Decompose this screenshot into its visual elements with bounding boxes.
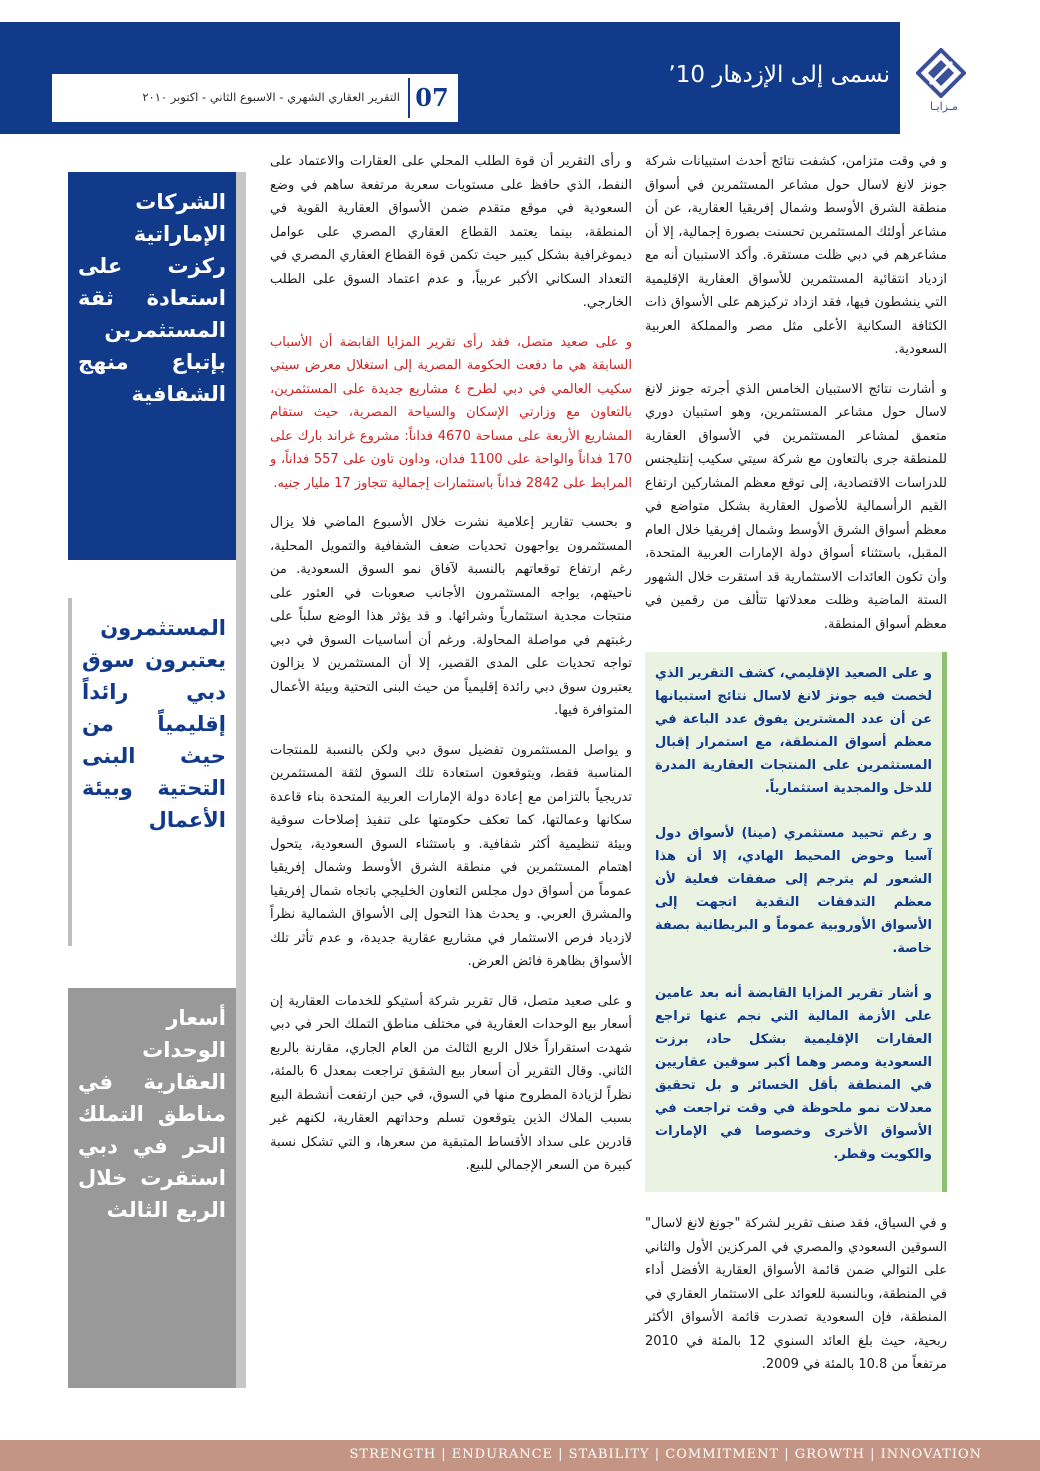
highlight-box [645,652,947,1192]
middle-paragraph-4: و يواصل المستثمرون تفضيل سوق دبي ولكن بالنسبة للمنتجات المناسبة فقط، ويتوقعون استعادة تلك السوق لثقة المستثمرين تدريجياً بالتزامن مع إعادة دولة الإمارات العربية المتحدة بناء قاعدة سكانها وعمالتها، كما تعكف حكومتها على تنفيذ إصلاحات سوقية وبيئة تنظيمية أكثر شفافية. و باستثناء السوق السعودية، يتحول اهتمام المستثمرين في منطقة الشرق الأوسط وشمال إفريقيا عموماً من أسواق دول مجلس التعاون الخليجي باتجاه شمال إفريقيا والمشرق العربي. و يحدث هذا التحول إلى الأسواق الشمالية نظراً لازدياد فرص الاستثمار في مشاريع عقارية جديدة، و عدم تأثر تلك الأسواق بظاهرة فائض العرض. [270,742,632,969]
right-paragraph-3: و في السياق، فقد صنف تقرير لشركة "جونغ لانغ لاسال" السوقين السعودي والمصري في المركزين الأول والثاني على التوالي ضمن قائمة الأسواق العقارية الأفضل أداء في المنطقة، وبالنسبة للعوائد على الاستثمار العقاري في المنطقة، فإن السعودية تصدرت قائمة الأسواق الأكثر ربحية، حيث بلغ العائد السنوي 12 بالمئة في 2010 مرتفعاً من 10.8 بالمئة في 2009. [645,1216,947,1372]
pull-quote-3: أسعار الوحدات العقارية في مناطق التملك الحر في دبي استقرت خلال الربع الثالث [68,988,236,1388]
logo [900,22,1040,134]
issue-meta-bar [52,74,458,122]
issue-info: التقرير العقاري الشهري - الاسبوع الثاني - اكتوبر ٢٠١٠ [142,90,400,104]
middle-paragraph-3: و بحسب تقارير إعلامية نشرت خلال الأسبوع الماضي فلا يزال المستثمرون يواجهون تحديات ضعف الشفافية والتمويل المحلية، رغم ارتفاع توقعاتهم بالنسبة لآفاق نمو السوق السعودية. من ناحيتهم، يواجه المستثمرون الأجانب صعوبات في العثور على منتجات مجدية استثمارياً وشرائها. و قد يؤثر هذا الوضع سلباً على رغبتهم في مواصلة المحاولة. ورغم أن أساسيات السوق في دبي تواجه تحديات على المدى القصير، إلا أن المستثمرين لا يزالون يعتبرون سوق دبي رائدة إقليمياً من حيث البنى التحتية وبيئة الأعمال المتوافرة فيها. [270,515,632,718]
footer-values: STRENGTH | ENDURANCE | STABILITY | COMMITMENT | GROWTH | INNOVATION [349,1447,982,1462]
mazaya-logo-icon [916,48,966,98]
middle-paragraph-1: و رأى التقرير أن قوة الطلب المحلي على العقارات والاعتماد على النفط، الذي حافظ على مستويات سعرية مرتفعة ساهم في وضع السعودية في موقع متقدم ضمن الأسواق العقارية القوية في المنطقة، بينما يعتمد القطاع العقاري المصري على عوامل ديموغرافية بشكل كبير حيث تكمن قوة القطاع العقاري المصري في التعداد السكاني الأكبر عربياً، و عدم اعتماد السوق على الطلب الخارجي. [270,154,632,310]
sidebar-divider [236,172,246,1388]
right-paragraph-1: و في وقت متزامن، كشفت نتائج أحدث استبيانات شركة جونز لانغ لاسال حول مشاعر المستثمرين في أسواق منطقة الشرق الأوسط وشمال إفريقيا العقارية، عن أن مشاعر أولئك المستثمرين تحسنت بصورة إجمالية، إلا أن مشاعرهم في دبي ظلت مستقرة. وأكد الاستبيان أنه مع ازدياد انتقائية المستثمرين للأسواق العقارية الإقليمية التي ينشطون فيها، فقد ازداد تركيزهم على الأسواق ذات الكثافة السكانية الأعلى مثل مصر والمملكة العربية السعودية. [645,154,947,357]
middle-column [270,150,632,1194]
right-column [645,150,947,1393]
pull-quote-2: المستثمرون يعتبرون سوق دبي رائداً إقليمياً من حيث البنى التحتية وبيئة الأعمال [68,598,236,946]
page-header [0,22,1040,134]
page-footer [0,1440,1040,1471]
middle-paragraph-5: و على صعيد متصل، قال تقرير شركة أستيكو للخدمات العقارية إن أسعار بيع الوحدات العقارية في مختلف مناطق التملك الحر في دبي شهدت استقراراً خلال الربع الثالث من العام الجاري، مقارنة بالربع الثاني. وقال التقرير أن أسعار بيع الشقق تراجعت بمعدل 6 بالمئة، نظراً لزيادة المطروح منها في السوق، في حين ارتفعت أنشطة البيع بسبب الملاك الذين يتوقعون تسلم وحداتهم العقارية، لكنهم غير قادرين على سداد الأقساط المتبقية من سعرها، و التي تشكل نسبة كبيرة من السعر الإجمالي للبيع. [270,993,632,1173]
logo-caption: مـزايـا [930,100,958,113]
header-slogan: نسمى إلى الإزدهار ٬10 [668,62,890,88]
page-number: 07 [408,78,454,118]
middle-paragraph-2-highlighted: و على صعيد متصل، فقد رأى تقرير المزايا القابضة أن الأسباب السابقة هي ما دفعت الحكومة المصرية إلى استغلال معرض سيتي سكيب العالمي في دبي لطرح ٤ مشاريع جديدة على المستثمرين، بالتعاون مع وزارتي الإسكان والسياحة المصرية، حيث ستقام المشاريع الأربعة على مساحة 4670 فداناً: مشروع غراند بارك على 170 فداناً والواحة على 1100 فدان، وداون تاون على 557 فداناً، و المرابط على 2842 فداناً باستثمارات إجمالية تتجاوز 17 مليار جنيه. [270,334,633,491]
right-paragraph-2: و أشارت نتائج الاستبيان الخامس الذي أجرته جونز لانغ لاسال حول مشاعر المستثمرين، وهو استبيان دوري متعمق لمشاعر المستثمرين في الأسواق العقارية للمنطقة جرى بالتعاون مع شركة سيتي سكيب إنتليجنس للدراسات الاقتصادية، إلى توقع معظم المشاركين ارتفاع القيم الرأسمالية للأصول العقارية بشكل متواضع في معظم أسواق الشرق الأوسط وشمال إفريقيا خلال العام المقبل، باستثناء أسواق دولة الإمارات العربية المتحدة، وأن تكون العائدات الاستثمارية قد استقرت خلال الشهور الستة الماضية وظلت معدلاتها تتألف من رقمين في معظم أسواق المنطقة. [645,381,947,632]
pull-quote-1: الشركات الإماراتية ركزت على استعادة ثقة المستثمرين بإتباع منهج الشفافية [68,172,236,560]
highlight-paragraph-2: و رغم تحييد مستثمري (مينا) لأسواق دول آسيا وحوض المحيط الهادي، إلا أن هذا الشعور لم يترجم إلى صفقات فعلية لأن معظم التدفقات النقدية اتجهت إلى الأسواق الأوروبية عموماً و البريطانية بصفة خاصة. [655,826,932,956]
highlight-paragraph-3: و أشار تقرير المزايا القابضة أنه بعد عامين على الأزمة المالية التي نجم عنها تراجع العقارات الإقليمية بشكل حاد، برزت السعودية ومصر وهما أكبر سوقين عقاريين في المنطقة بأقل الخسائر و بل تحقيق معدلات نمو ملحوظة في وقت تراجعت في الأسواق الأخرى وخصوصا في الإمارات والكويت وقطر. [655,986,932,1162]
highlight-paragraph-1: و على الصعيد الإقليمي، كشف التقرير الذي لخصت فيه جونز لانغ لاسال نتائج استبيانها عن أن عدد المشترين يفوق عدد الباعة في معظم أسواق المنطقة، مع استمرار إقبال المستثمرين على المنتجات العقارية المدرة للدخل والمجدية استثمارياً. [655,666,932,796]
